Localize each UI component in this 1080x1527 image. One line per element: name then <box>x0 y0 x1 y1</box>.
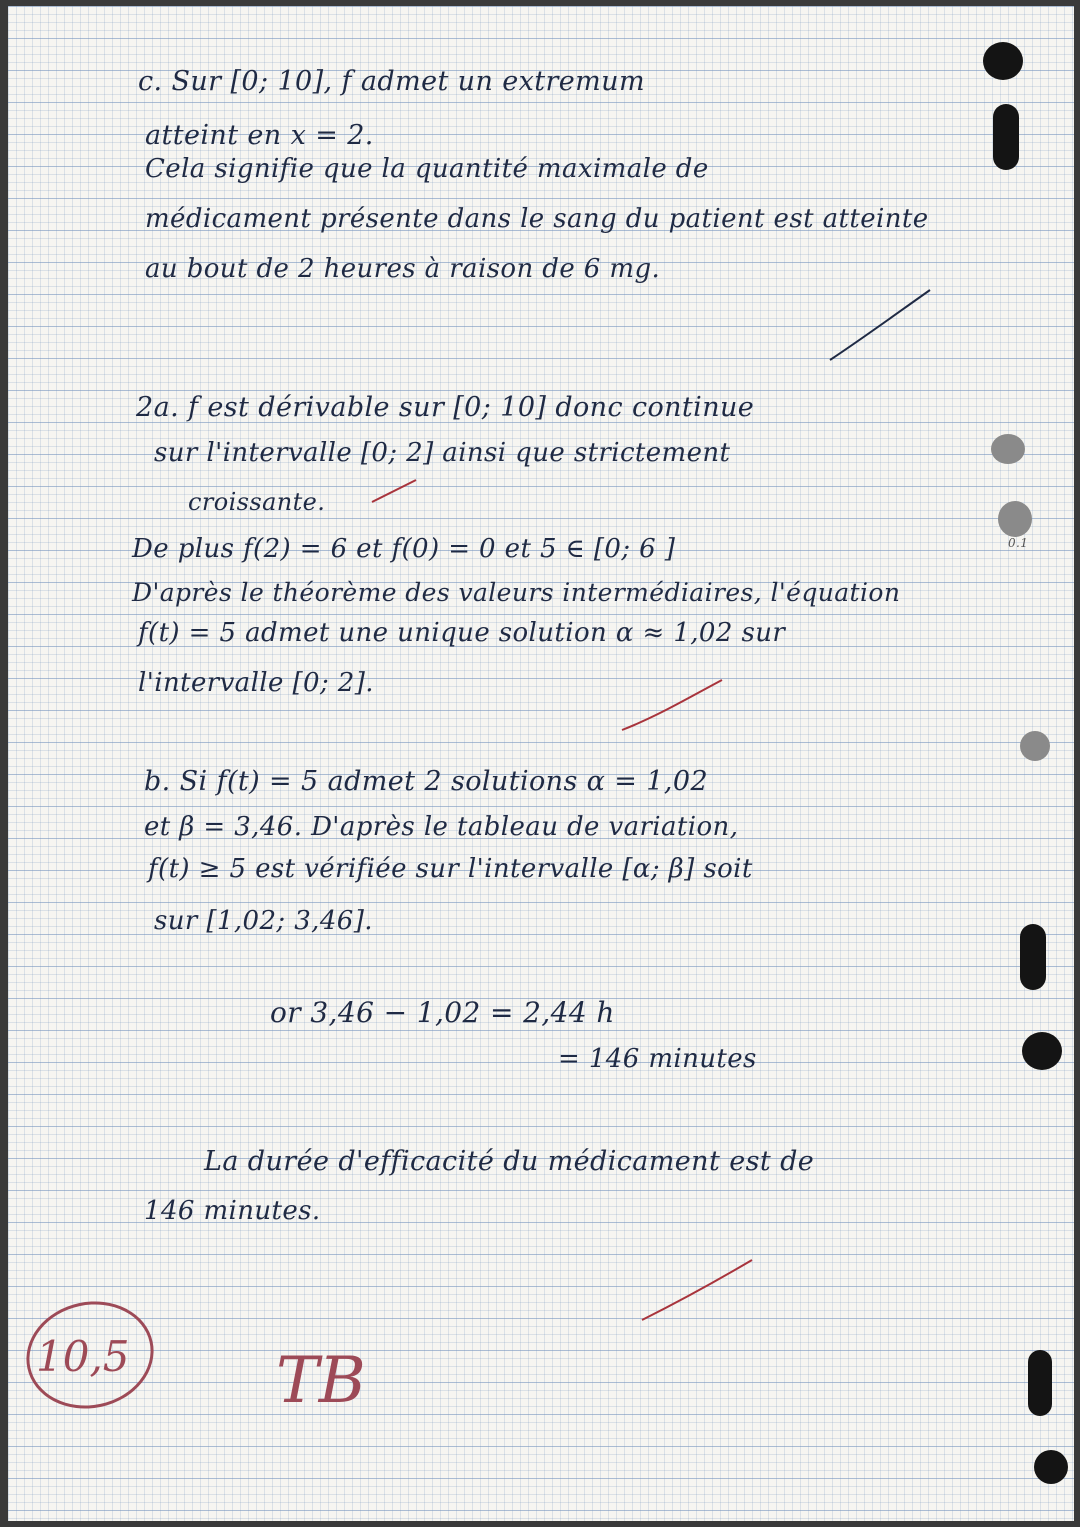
check-mark <box>638 1256 758 1326</box>
binder-slot <box>993 104 1019 170</box>
text-line: = 146 minutes <box>558 1044 757 1074</box>
text-line: 2a. f est dérivable sur [0; 10] donc continue <box>136 392 755 423</box>
text-line: c. Sur [0; 10], f admet un extremum <box>138 66 645 97</box>
text-line: Cela signifie que la quantité maximale de <box>145 154 709 184</box>
text-line: au bout de 2 heures à raison de 6 mg. <box>145 254 661 284</box>
text-line: sur l'intervalle [0; 2] ainsi que strictement <box>154 438 731 468</box>
text-line: et β = 3,46. D'après le tableau de variation, <box>144 812 739 842</box>
binder-hole <box>1020 731 1050 761</box>
text-line: l'intervalle [0; 2]. <box>138 668 374 698</box>
check-mark <box>370 476 420 506</box>
check-mark <box>826 286 936 366</box>
teacher-initials: TB <box>276 1344 366 1418</box>
text-line: 146 minutes. <box>144 1196 321 1226</box>
binder-hole <box>983 42 1023 80</box>
binder-slot <box>1028 1350 1052 1416</box>
binder-hole <box>991 434 1025 464</box>
binder-hole <box>1034 1450 1068 1484</box>
text-line: croissante. <box>188 488 326 516</box>
text-line: sur [1,02; 3,46]. <box>154 906 373 936</box>
grade: 10,5 <box>36 1332 130 1381</box>
binder-hole <box>1022 1032 1062 1070</box>
notebook-page <box>8 6 1074 1521</box>
text-line: b. Si f(t) = 5 admet 2 solutions α = 1,02 <box>144 766 709 797</box>
margin-note: 0.1 <box>1008 536 1029 550</box>
check-mark <box>618 676 728 736</box>
text-line: or 3,46 − 1,02 = 2,44 h <box>270 996 615 1029</box>
text-line: De plus f(2) = 6 et f(0) = 0 et 5 ∈ [0; 6 ] <box>132 534 676 564</box>
text-line: La durée d'efficacité du médicament est de <box>204 1146 815 1177</box>
text-line: médicament présente dans le sang du patient est atteinte <box>145 204 929 234</box>
binder-hole <box>998 501 1032 537</box>
text-line: f(t) ≥ 5 est vérifiée sur l'intervalle [α; β] soit <box>148 854 753 884</box>
text-line: f(t) = 5 admet une unique solution α ≈ 1,02 sur <box>138 618 786 648</box>
text-line: D'après le théorème des valeurs intermédiaires, l'équation <box>132 578 901 607</box>
binder-slot <box>1020 924 1046 990</box>
text-line: atteint en x = 2. <box>145 120 374 151</box>
